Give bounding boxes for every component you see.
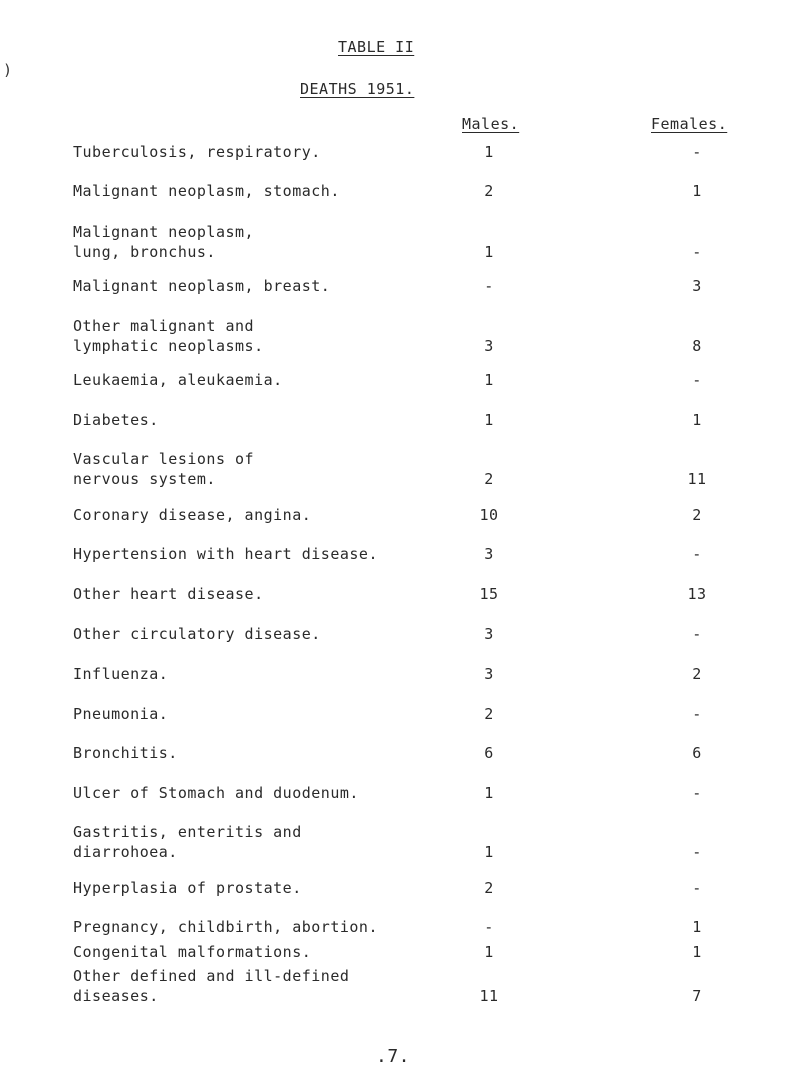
cause-label: Influenza.: [73, 665, 169, 683]
females-count: 8: [692, 337, 702, 355]
cause-label: Malignant neoplasm, breast.: [73, 277, 331, 295]
table-subtitle: DEATHS 1951.: [300, 80, 415, 98]
cause-label: Other heart disease.: [73, 585, 264, 603]
females-count: 6: [692, 744, 702, 762]
females-count: 7: [692, 987, 702, 1005]
females-count: -: [692, 371, 702, 389]
males-count: 10: [479, 506, 499, 524]
females-count: 1: [692, 411, 702, 429]
females-count: -: [692, 879, 702, 897]
females-count: 3: [692, 277, 702, 295]
females-count: 2: [692, 506, 702, 524]
females-count: 1: [692, 943, 702, 961]
males-count: 1: [484, 243, 494, 261]
column-header-males: Males.: [462, 115, 520, 133]
females-count: -: [692, 843, 702, 861]
cause-label: Gastritis, enteritis and diarrohoea.: [73, 823, 302, 861]
males-count: 2: [484, 705, 494, 723]
females-count: 13: [687, 585, 707, 603]
cause-label: Congenital malformations.: [73, 943, 312, 961]
cause-label: Coronary disease, angina.: [73, 506, 312, 524]
cause-label: Malignant neoplasm, stomach.: [73, 182, 340, 200]
males-count: -: [484, 277, 494, 295]
cause-label: Bronchitis.: [73, 744, 178, 762]
cause-label: Ulcer of Stomach and duodenum.: [73, 784, 359, 802]
page-number: .7.: [376, 1046, 411, 1067]
males-count: 6: [484, 744, 494, 762]
females-count: 11: [687, 470, 707, 488]
females-count: -: [692, 243, 702, 261]
cause-label: Hyperplasia of prostate.: [73, 879, 302, 897]
females-count: 2: [692, 665, 702, 683]
females-count: 1: [692, 182, 702, 200]
cause-label: Other malignant and lymphatic neoplasms.: [73, 317, 264, 355]
column-header-females: Females.: [651, 115, 728, 133]
males-count: 3: [484, 337, 494, 355]
males-count: 2: [484, 182, 494, 200]
females-count: -: [692, 705, 702, 723]
table-title: TABLE II: [338, 38, 415, 56]
cause-label: Tuberculosis, respiratory.: [73, 143, 321, 161]
females-count: -: [692, 784, 702, 802]
males-count: 1: [484, 143, 494, 161]
cause-label: Vascular lesions of nervous system.: [73, 450, 255, 488]
males-count: 3: [484, 545, 494, 563]
cause-label: Other defined and ill-defined diseases.: [73, 967, 350, 1005]
cause-label: Pregnancy, childbirth, abortion.: [73, 918, 378, 936]
males-count: 1: [484, 784, 494, 802]
cause-label: Leukaemia, aleukaemia.: [73, 371, 283, 389]
males-count: 1: [484, 411, 494, 429]
males-count: 1: [484, 371, 494, 389]
cause-label: Pneumonia.: [73, 705, 169, 723]
page-edge-mark: ): [3, 61, 13, 79]
cause-label: Diabetes.: [73, 411, 159, 429]
females-count: 1: [692, 918, 702, 936]
males-count: 3: [484, 665, 494, 683]
females-count: -: [692, 143, 702, 161]
females-count: -: [692, 545, 702, 563]
males-count: 2: [484, 470, 494, 488]
females-count: -: [692, 625, 702, 643]
cause-label: Malignant neoplasm, lung, bronchus.: [73, 223, 255, 261]
cause-label: Other circulatory disease.: [73, 625, 321, 643]
males-count: 15: [479, 585, 499, 603]
males-count: 11: [479, 987, 499, 1005]
males-count: 3: [484, 625, 494, 643]
males-count: 1: [484, 943, 494, 961]
males-count: 1: [484, 843, 494, 861]
males-count: -: [484, 918, 494, 936]
males-count: 2: [484, 879, 494, 897]
cause-label: Hypertension with heart disease.: [73, 545, 378, 563]
